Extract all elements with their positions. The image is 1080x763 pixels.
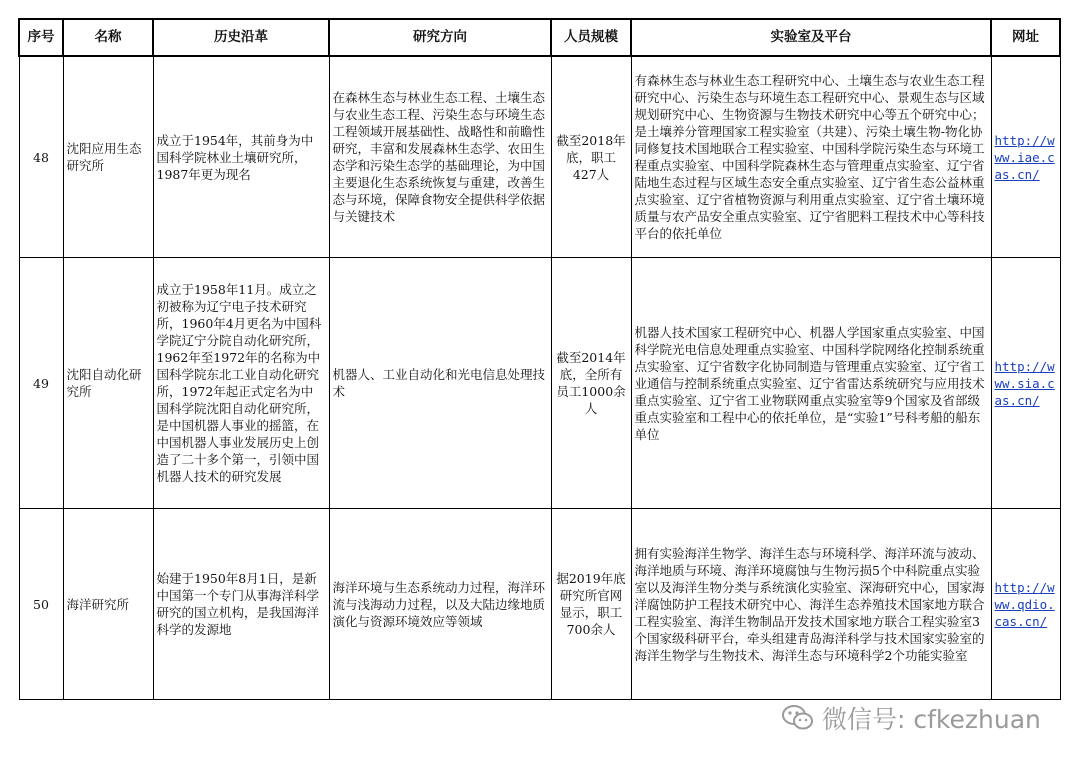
- staff-cell: 截至2018年底，职工427人: [551, 56, 631, 258]
- website-link[interactable]: http://www.qdio.cas.cn/: [994, 579, 1055, 629]
- table-row: [19, 258, 1060, 509]
- header-url: 网址: [991, 19, 1060, 56]
- labs-cell: [631, 56, 991, 258]
- labs-text: 有森林生态与林业生态工程研究中心、土壤生态与农业生态工程研究中心、污染生态与环境生态工程研究中心、景观生态与区域规划研究中心、生物资源与生物技术研究中心等五个研究中心；是土壤养分管理国家工程实验室（共建）、污染土壤生物-物化协同修复技术国地联合工程实验室、中国科学院污染生态与环境工程重点实验室、中国科学院森林生态与管理重点实验室、辽宁省陆地生态过程与区域生态安全重点实验室、辽宁省生态公益林重点实验室、辽宁省植物资源与利用重点实验室、辽宁省土壤环境质量与农产品安全重点实验室、辽宁省肥料工程技术中心等科技平台的依托单位: [634, 73, 985, 241]
- history-cell: 始建于1950年8月1日，是新中国第一个专门从事海洋科学研究的国立机构，是我国海洋科学的发源地: [153, 509, 329, 700]
- url-cell: [991, 509, 1060, 700]
- research-cell: 机器人、工业自动化和光电信息处理技术: [329, 258, 551, 509]
- website-link[interactable]: http://www.sia.cas.cn/: [994, 358, 1055, 408]
- history-text: 成立于1958年11月。成立之初被称为辽宁电子技术研究所，1960年4月更名为中国科学院辽宁分院自动化研究所，1962年至1972年的名称为中国科学院东北工业自动化研究所，1972年起正式定名为中国科学院沈阳自动化研究所，是中国机器人事业的摇篮，在中国机器人事业发展历史上创造了二十多个第一，引领中国机器人技术的研究发展: [156, 282, 322, 484]
- labs-cell: 拥有实验海洋生物学、海洋生态与环境科学、海洋环流与波动、海洋地质与环境、海洋环境腐蚀与生物污损5个中科院重点实验室以及海洋生物分类与系统演化实验室、深海研究中心，国家海洋腐蚀防护工程技术研究中心、海洋生态养殖技术国家地方联合工程实验室、海洋生物制品开发技术国家地方联合工程实验室3个国家级科研平台，牵头组建青岛海洋科学与技术国家实验室的海洋生物学与生物技术、海洋生态与环境科学2个功能实验室: [631, 509, 991, 700]
- header-research: 研究方向: [329, 19, 551, 56]
- url-cell: [991, 258, 1060, 509]
- staff-cell: 据2019年底研究所官网显示，职工700余人: [551, 509, 631, 700]
- table-row: [19, 56, 1060, 258]
- url-cell: [991, 56, 1060, 258]
- watermark: [782, 700, 1041, 736]
- row-number: 50: [19, 509, 63, 700]
- row-number: 48: [19, 56, 63, 258]
- institute-name: 海洋研究所: [63, 509, 153, 700]
- header-staff: 人员规模: [551, 19, 631, 56]
- header-no: 序号: [19, 19, 63, 56]
- row-number: 49: [19, 258, 63, 509]
- watermark-text: 微信号: cfkezhuan: [822, 705, 1041, 734]
- institute-name: 沈阳自动化研究所: [63, 258, 153, 509]
- institute-name: 沈阳应用生态研究所: [63, 56, 153, 258]
- header-labs: 实验室及平台: [631, 19, 991, 56]
- labs-cell: 机器人技术国家工程研究中心、机器人学国家重点实验室、中国科学院光电信息处理重点实验室、中国科学院网络化控制系统重点实验室、辽宁省数字化协同制造与管理重点实验室、辽宁省工业通信与控制系统重点实验室、辽宁省雷达系统研究与应用技术重点实验室、辽宁省工业物联网重点实验室等9个国家及省部级重点实验室和工程中心的依托单位，是“实验1”号科考船的船东单位: [631, 258, 991, 509]
- staff-cell: 截至2014年底，全所有员工1000余人: [551, 258, 631, 509]
- research-cell: 在森林生态与林业生态工程、土壤生态与农业生态工程、污染生态与环境生态工程领域开展基础性、战略性和前瞻性研究，丰富和发展森林生态学、农田生态学和污染生态学的基础理论，为中国主要退化生态系统恢复与重建，改善生态与环境，保障食物安全提供科学依据与关键技术: [329, 56, 551, 258]
- header-history: 历史沿革: [153, 19, 329, 56]
- wechat-icon: [782, 704, 814, 732]
- history-cell: [153, 258, 329, 509]
- institutes-table: [18, 18, 1061, 700]
- header-name: 名称: [63, 19, 153, 56]
- table-row: [19, 509, 1060, 700]
- research-cell: 海洋环境与生态系统动力过程，海洋环流与浅海动力过程，以及大陆边缘地质演化与资源环境效应等领域: [329, 509, 551, 700]
- website-link[interactable]: http://www.iae.cas.cn/: [994, 132, 1055, 182]
- header-row: [19, 19, 1060, 56]
- history-cell: 成立于1954年，其前身为中国科学院林业土壤研究所，1987年更为现名: [153, 56, 329, 258]
